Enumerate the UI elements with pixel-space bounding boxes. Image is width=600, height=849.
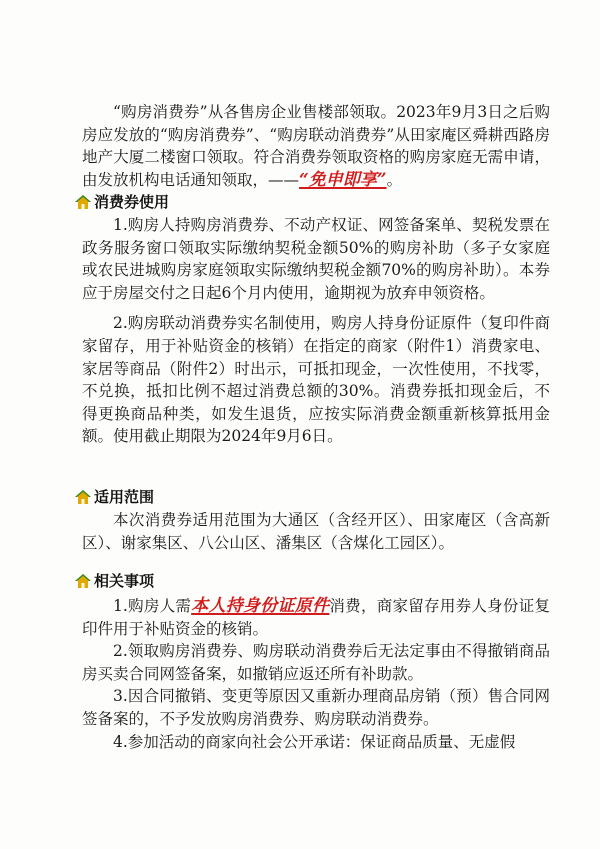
usage-paragraph-1: 1.购房人持购房消费券、不动产权证、网签备案单、契税发票在政务服务窗口领取实际缴纳契税金额50%的购房补助（多子女家庭或农民进城购房家庭领取实际缴纳契税金额70%的购房补助）。本券应于房屋交付之日起6个月内使用，逾期视为放弃申领资格。 xyxy=(82,216,550,302)
matters-body xyxy=(82,595,550,753)
matters-paragraph-3: 3.因合同撤销、变更等原因又重新办理商品房销（预）售合同网签备案的，不予发放购房消费券、购房联动消费券。 xyxy=(82,687,550,728)
matters-paragraph-1 xyxy=(82,595,550,640)
matters-paragraph-2: 2.领取购房消费券、购房联动消费券后无法定事由不得撤销商品房买卖合同网签备案，如撤销应返还所有补助款。 xyxy=(82,642,550,683)
intro-text-1: “购房消费券”从各售房企业售楼部领取。2023年9月3日之后购房应发放的“购房消费券”、“购房联动消费券”从田家庵区舜耕西路房地产大厦二楼窗口领取。符合消费券领取资格的购房家庭无需申请，由发放机构电话通知领取，—— xyxy=(82,103,550,189)
usage-paragraph-2: 2.购房联动消费券实名制使用，购房人持身份证原件（复印件商家留存，用于补贴资金的核销）在指定的商家（附件1）消费家电、家居等商品（附件2）时出示，可抵扣现金，一次性使用，不找零，不兑换，抵扣比例不超过消费总额的30%。消费券抵扣现金后，不得更换商品种类，如发生退货，应按实际消费金额重新核算抵用金额。使用截止期限为2024年9月6日。 xyxy=(82,314,550,446)
matters-paragraph-4: 4.参加活动的商家向社会公开承诺：保证商品质量、无虚假 xyxy=(113,732,516,751)
matters-heading-row xyxy=(74,570,550,592)
scope-paragraph: 本次消费券适用范围为大通区（含经开区）、田家庵区（含高新区）、谢家集区、八公山区、潘集区（含煤化工园区）。 xyxy=(82,511,550,552)
intro-highlight: “免申即享” xyxy=(299,169,387,190)
scope-title: 适用范围 xyxy=(94,487,155,506)
usage-heading xyxy=(74,191,550,213)
scope-heading xyxy=(74,486,550,508)
matters-heading xyxy=(74,570,550,592)
usage-body xyxy=(82,214,550,448)
scope-heading-row xyxy=(74,486,550,508)
matters-p1-text-b: 消费，商家留存用券人身份证复印件用于补贴资金的核销。 xyxy=(82,597,550,638)
matters-highlight: 本人持身份证原件 xyxy=(191,596,330,616)
house-icon xyxy=(74,489,92,505)
house-icon xyxy=(74,573,92,589)
usage-heading-row xyxy=(74,191,550,213)
usage-title: 消费券使用 xyxy=(94,192,170,211)
matters-title: 相关事项 xyxy=(94,571,155,590)
intro-text-2: 。 xyxy=(386,170,403,189)
scope-body xyxy=(82,509,550,554)
intro-paragraph xyxy=(82,101,550,191)
house-icon xyxy=(74,194,92,210)
matters-p1-text-a: 1.购房人需 xyxy=(113,597,192,615)
intro-block xyxy=(82,101,550,191)
